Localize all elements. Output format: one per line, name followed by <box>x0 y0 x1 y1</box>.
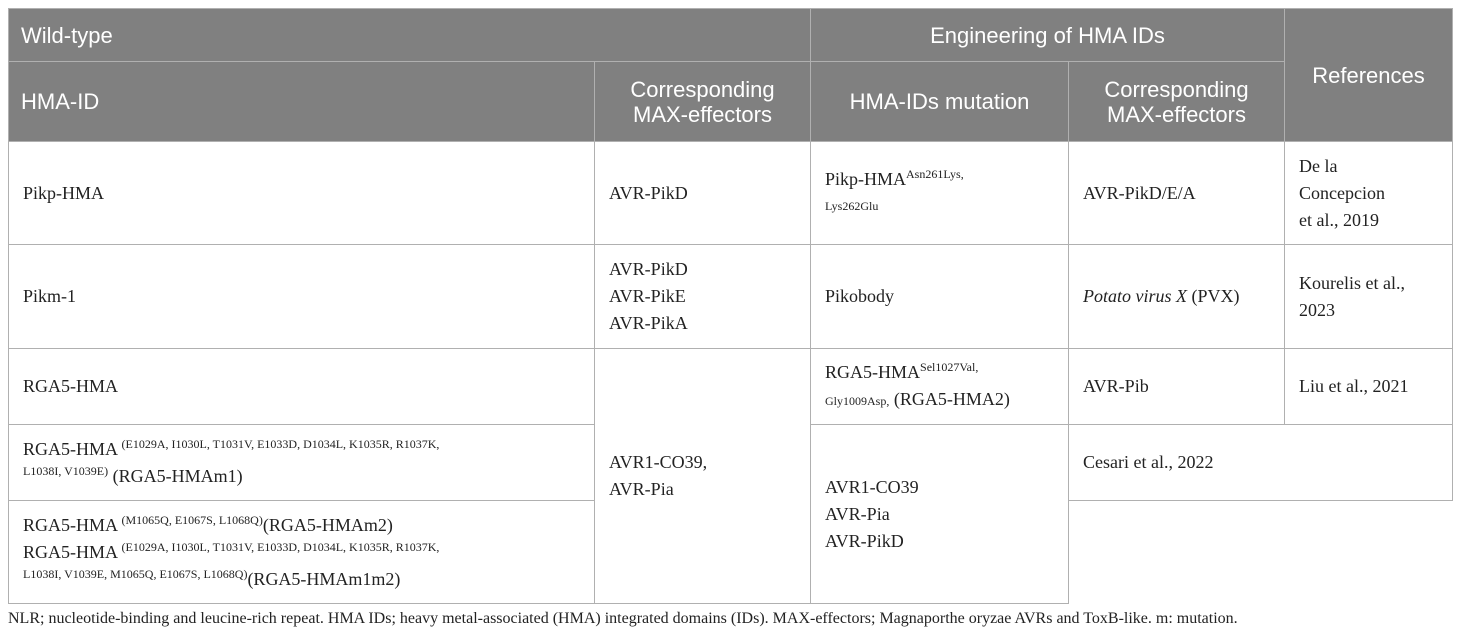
header-corresponding-effectors-wild: Corresponding MAX-effectors <box>595 62 811 142</box>
effector-line: AVR-PikD <box>825 530 904 551</box>
mutation-superscript: Asn261Lys, <box>906 167 964 181</box>
empty-cell <box>1069 501 1453 604</box>
header-wild-type: Wild-type <box>9 9 811 62</box>
cell-hma-id <box>9 425 595 501</box>
cell-shared-effector <box>595 349 811 604</box>
cell-engineered-effector <box>1069 245 1285 349</box>
mutation-line-1: Pikp-$HMA^{Asn261Lys,}$ <box>825 167 964 189</box>
table-row <box>9 142 1453 245</box>
cell-engineered-effector: AVR-PikD/E/A <box>1069 142 1285 245</box>
table-footnote: NLR; nucleotide-binding and leucine-rich repeat. HMA IDs; heavy metal-associated (HMA) integrated domains (IDs). MAX-effectors; Magnaporthe oryzae AVRs and ToxB-like. m: mutation. <box>8 610 1238 627</box>
mutation-line-2: Gly1009Asp, (RGA5-HMA2) <box>825 388 1010 409</box>
cell-shared-engineered-effector <box>811 425 1069 604</box>
table-row <box>9 245 1453 349</box>
header-references: References <box>1285 9 1453 142</box>
cell-mutation <box>811 349 1069 425</box>
hma-line-3: $^{L1038I, V1039E, M1065Q, E1067S, L1068Q)}$(RGA5-HMAm1m2) <box>23 566 401 589</box>
virus-name: Potato virus X <box>1083 286 1187 306</box>
effector-line: AVR-PikA <box>609 313 688 333</box>
reference-line: De la <box>1299 155 1338 176</box>
mutation-superscript: (M1065Q, E1067S, L1068Q) <box>121 512 263 527</box>
mutation-line-1: $RGA5-HMA^{Sel1027Val,}$ <box>825 359 979 382</box>
cell-effector <box>595 245 811 349</box>
hma-line-2: $^{L1038I, V1039E)}$ (RGA5-HMAm1) <box>23 463 243 486</box>
effector-line: AVR-Pia <box>825 503 890 524</box>
table-row <box>9 349 1453 425</box>
mutation-line-2: Lys262Glu <box>825 199 879 213</box>
cell-hma-id: Pikm-1 <box>9 245 595 349</box>
reference-line: Kourelis et al., <box>1299 272 1405 293</box>
mutation-superscript: (E1029A, I1030L, T1031V, E1033D, D1034L, K1035R, R1037K, <box>121 539 440 554</box>
reference-line: et al., 2019 <box>1299 209 1379 230</box>
cell-mutation: Pikobody <box>811 245 1069 349</box>
cell-effector: AVR-PikD <box>595 142 811 245</box>
data-table <box>8 8 1453 604</box>
cell-reference: Liu et al., 2021 <box>1285 349 1453 425</box>
effector-line: AVR1-CO39 <box>825 476 919 497</box>
hma-line-1: RGA5-HMA $^{(E1029A, I1030L, T1031V, E1033D, D1034L, K1035R, R1037K,}$ <box>23 436 440 459</box>
reference-line: Concepcion <box>1299 182 1385 203</box>
mutation-superscript: Sel1027Val, <box>920 359 979 374</box>
effector-line: AVR-Pia <box>609 479 674 499</box>
mutation-superscript: (E1029A, I1030L, T1031V, E1033D, D1034L, K1035R, R1037K, <box>121 436 440 451</box>
header-engineering: Engineering of HMA IDs <box>811 9 1285 62</box>
cell-reference <box>1285 142 1453 245</box>
cell-hma-id: RGA5-HMA <box>9 349 595 425</box>
virus-abbrev: (PVX) <box>1187 286 1240 306</box>
hma-line-1: RGA5-HMA $^{(M1065Q, E1067S, L1068Q)}$(RGA5-HMAm2) <box>23 512 393 535</box>
cell-shared-reference: Cesari et al., 2022 <box>1069 425 1453 501</box>
header-corresponding-effectors-engineered: Corresponding MAX-effectors <box>1069 62 1285 142</box>
header-hma-mutation: HMA-IDs mutation <box>811 62 1069 142</box>
cell-reference <box>1285 245 1453 349</box>
cell-engineered-effector: AVR-Pib <box>1069 349 1285 425</box>
reference-line: 2023 <box>1299 299 1335 320</box>
hma-line-2: RGA5-HMA $^{(E1029A, I1030L, T1031V, E1033D, D1034L, K1035R, R1037K,}$ <box>23 539 440 562</box>
effector-line: AVR1-CO39, <box>609 452 708 472</box>
cell-mutation <box>811 142 1069 245</box>
effector-line: AVR-PikE <box>609 286 686 306</box>
cell-hma-id <box>9 501 595 604</box>
cell-hma-id: Pikp-HMA <box>9 142 595 245</box>
header-hma-id: HMA-ID <box>9 62 595 142</box>
effector-line: AVR-PikD <box>609 259 688 279</box>
